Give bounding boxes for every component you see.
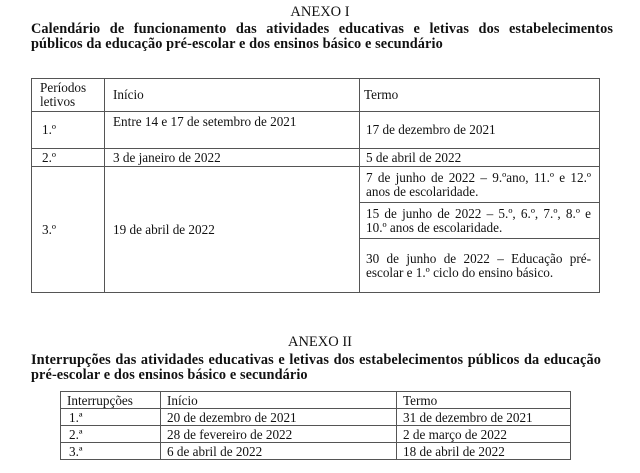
column-header-start: Início <box>161 392 397 409</box>
table-row <box>61 409 571 426</box>
table-row <box>32 112 600 149</box>
end-cell: 15 de junho de 2022 – 5.º, 6.º, 7.º, 8.º e 10.º anos de escolaridade. <box>360 203 600 239</box>
start-cell: 6 de abril de 2022 <box>161 443 397 460</box>
table-header-row <box>61 392 571 409</box>
break-number-cell: 2.ª <box>61 426 161 443</box>
start-cell: 28 de fevereiro de 2022 <box>161 426 397 443</box>
table-row <box>32 167 600 203</box>
column-header-start: Início <box>105 79 360 112</box>
annex-2-heading: Interrupções das atividades educativas e letivas dos estabelecimentos públicos da educação pré-escolar e dos ensinos básico e secundário <box>31 352 601 383</box>
school-calendar-table <box>31 78 600 293</box>
start-cell: Entre 14 e 17 de setembro de 2021 <box>105 112 360 149</box>
column-header-breaks: Interrupções <box>61 392 161 409</box>
annex-2-title: ANEXO II <box>287 334 353 350</box>
column-header-end: Termo <box>360 79 600 112</box>
table-row <box>32 149 600 167</box>
column-header-end: Termo <box>397 392 571 409</box>
end-cell: 17 de dezembro de 2021 <box>360 112 600 149</box>
period-cell: 3.º <box>32 167 105 293</box>
period-cell: 2.º <box>32 149 105 167</box>
start-cell: 3 de janeiro de 2022 <box>105 149 360 167</box>
column-header-periods: Períodos letivos <box>32 79 105 112</box>
period-cell: 1.º <box>32 112 105 149</box>
end-cell: 30 de junho de 2022 – Educação pré-escolar e 1.º ciclo do ensino básico. <box>360 239 600 293</box>
end-cell: 7 de junho de 2022 – 9.ºano, 11.º e 12.º anos de escolaridade. <box>360 167 600 203</box>
end-cell: 31 de dezembro de 2021 <box>397 409 571 426</box>
end-cell: 2 de março de 2022 <box>397 426 571 443</box>
end-cell: 18 de abril de 2022 <box>397 443 571 460</box>
annex-1-title: ANEXO I <box>290 4 350 20</box>
break-number-cell: 3.ª <box>61 443 161 460</box>
table-row <box>61 443 571 460</box>
end-cell: 5 de abril de 2022 <box>360 149 600 167</box>
start-cell: 20 de dezembro de 2021 <box>161 409 397 426</box>
table-row <box>61 426 571 443</box>
table-header-row <box>32 79 600 112</box>
school-breaks-table <box>60 391 571 460</box>
break-number-cell: 1.ª <box>61 409 161 426</box>
start-cell: 19 de abril de 2022 <box>105 167 360 293</box>
annex-1-heading: Calendário de funcionamento das atividades educativas e letivas dos estabelecimentos públicos da educação pré-escolar e dos ensinos básico e secundário <box>31 21 613 52</box>
